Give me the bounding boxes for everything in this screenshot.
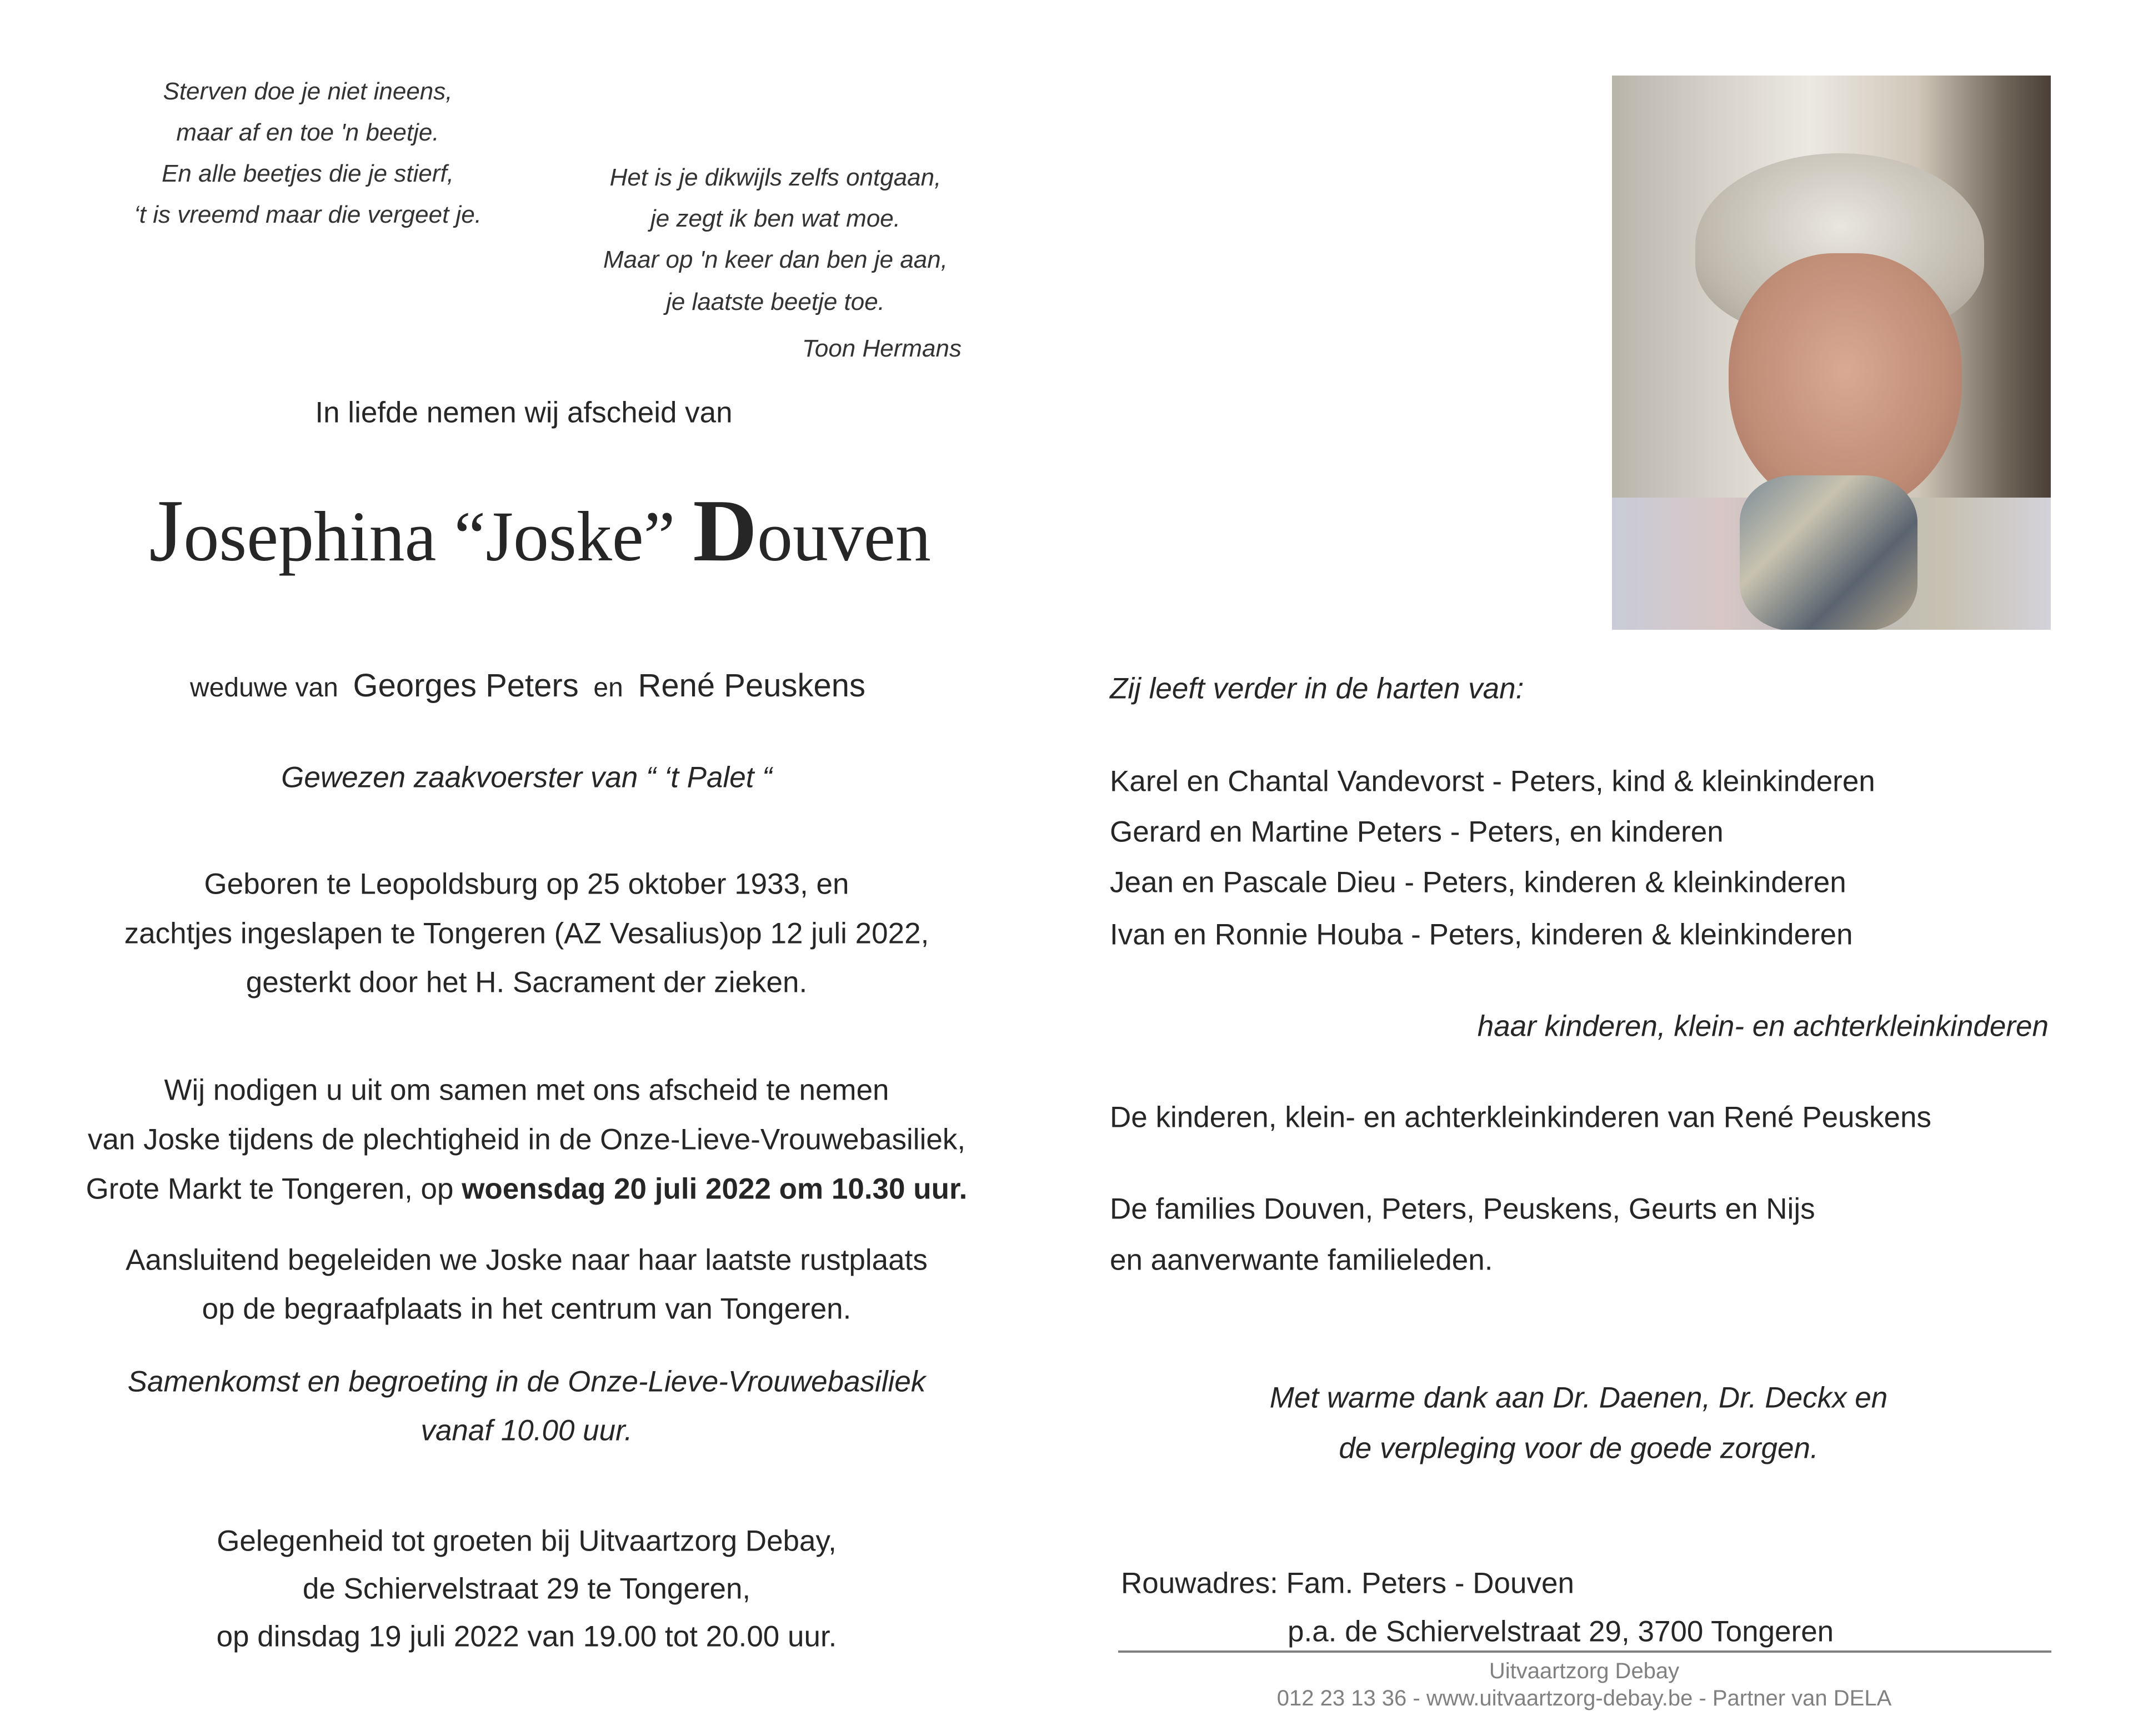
- footer-contact: 012 23 13 36 - www.uitvaartzorg-debay.be - Partner van DELA: [1276, 1686, 1892, 1710]
- invitation-line: [86, 1172, 968, 1206]
- family-line: Jean en Pascale Dieu - Peters, kinderen & kleinkinderen: [1110, 866, 1846, 899]
- spouse-2: René Peuskens: [638, 668, 865, 704]
- poem-author: Toon Hermans: [802, 335, 962, 362]
- birth-line: Geboren te Leopoldsburg op 25 oktober 1933, en: [204, 867, 849, 901]
- poem-right-line: je zegt ik ben wat moe.: [650, 205, 901, 232]
- portrait-photo: [1612, 76, 2051, 630]
- deceased-name: [149, 481, 931, 580]
- poem-right-line: Maar op 'n keer dan ben je aan,: [603, 246, 948, 273]
- gathering-line: vanaf 10.00 uur.: [420, 1414, 633, 1447]
- poem-right-line: je laatste beetje toe.: [666, 288, 885, 315]
- visitation-line: de Schiervelstraat 29 te Tongeren,: [302, 1572, 751, 1605]
- intro-text: In liefde nemen wij afscheid van: [315, 396, 733, 429]
- occupation: Gewezen zaakvoerster van “ ‘t Palet “: [281, 761, 772, 794]
- name-last-initial: D: [693, 481, 758, 580]
- widow-joiner: en: [593, 673, 623, 703]
- footer-company: Uitvaartzorg Debay: [1489, 1659, 1680, 1683]
- burial-line: Aansluitend begeleiden we Joske naar haar laatste rustplaats: [126, 1243, 928, 1277]
- poem-left-line: Sterven doe je niet ineens,: [163, 78, 453, 105]
- relatives-line: en aanverwante familieleden.: [1110, 1243, 1493, 1277]
- name-first-initial: J: [149, 481, 184, 580]
- poem-left-line: En alle beetjes die je stierf,: [162, 160, 454, 187]
- poem-left-line: ‘t is vreemd maar die vergeet je.: [133, 201, 482, 228]
- ceremony-datetime: woensdag 20 juli 2022 om 10.30 uur.: [462, 1172, 968, 1206]
- widow-line: [190, 670, 865, 702]
- invitation-line: Wij nodigen u uit om samen met ons afscheid te nemen: [164, 1073, 889, 1107]
- address-line: Rouwadres: Fam. Peters - Douven: [1121, 1567, 1574, 1600]
- visitation-line: Gelegenheid tot groeten bij Uitvaartzorg Debay,: [217, 1524, 837, 1558]
- invitation-prefix: Grote Markt te Tongeren, op: [86, 1172, 462, 1206]
- poem-right-line: Het is je dikwijls zelfs ontgaan,: [609, 164, 942, 191]
- address-line: p.a. de Schiervelstraat 29, 3700 Tongeren: [1288, 1615, 1834, 1648]
- widow-prefix: weduwe van: [190, 673, 338, 703]
- name-first: osephina “Joske”: [183, 497, 693, 576]
- gathering-line: Samenkomst en begroeting in de Onze-Lieve-Vrouwebasiliek: [127, 1365, 926, 1398]
- birth-line: gesterkt door het H. Sacrament der zieken.: [246, 966, 808, 999]
- visitation-line: op dinsdag 19 juli 2022 van 19.00 tot 20.00 uur.: [216, 1620, 837, 1653]
- family-line: Gerard en Martine Peters - Peters, en kinderen: [1110, 815, 1724, 849]
- survivors-heading: Zij leeft verder in de harten van:: [1110, 672, 1524, 705]
- poem-left-line: maar af en toe 'n beetje.: [176, 119, 439, 146]
- thanks-line: de verpleging voor de goede zorgen.: [1339, 1432, 1819, 1465]
- footer-divider: [1118, 1650, 2051, 1653]
- birth-line: zachtjes ingeslapen te Tongeren (AZ Vesalius)op 12 juli 2022,: [124, 917, 929, 950]
- family-line: Karel en Chantal Vandevorst - Peters, kind & kleinkinderen: [1110, 765, 1875, 798]
- spouse-1: Georges Peters: [353, 668, 579, 704]
- thanks-line: Met warme dank aan Dr. Daenen, Dr. Deckx en: [1269, 1381, 1888, 1414]
- burial-line: op de begraafplaats in het centrum van Tongeren.: [202, 1292, 852, 1326]
- grandchildren-line: haar kinderen, klein- en achterkleinkinderen: [1477, 1010, 2049, 1043]
- family-line: Ivan en Ronnie Houba - Peters, kinderen & kleinkinderen: [1110, 918, 1853, 951]
- peuskens-line: De kinderen, klein- en achterkleinkinderen van René Peuskens: [1110, 1101, 1931, 1134]
- invitation-line: van Joske tijdens de plechtigheid in de Onze-Lieve-Vrouwebasiliek,: [87, 1123, 966, 1156]
- relatives-line: De families Douven, Peters, Peuskens, Geurts en Nijs: [1110, 1192, 1815, 1226]
- name-last: ouven: [757, 497, 931, 576]
